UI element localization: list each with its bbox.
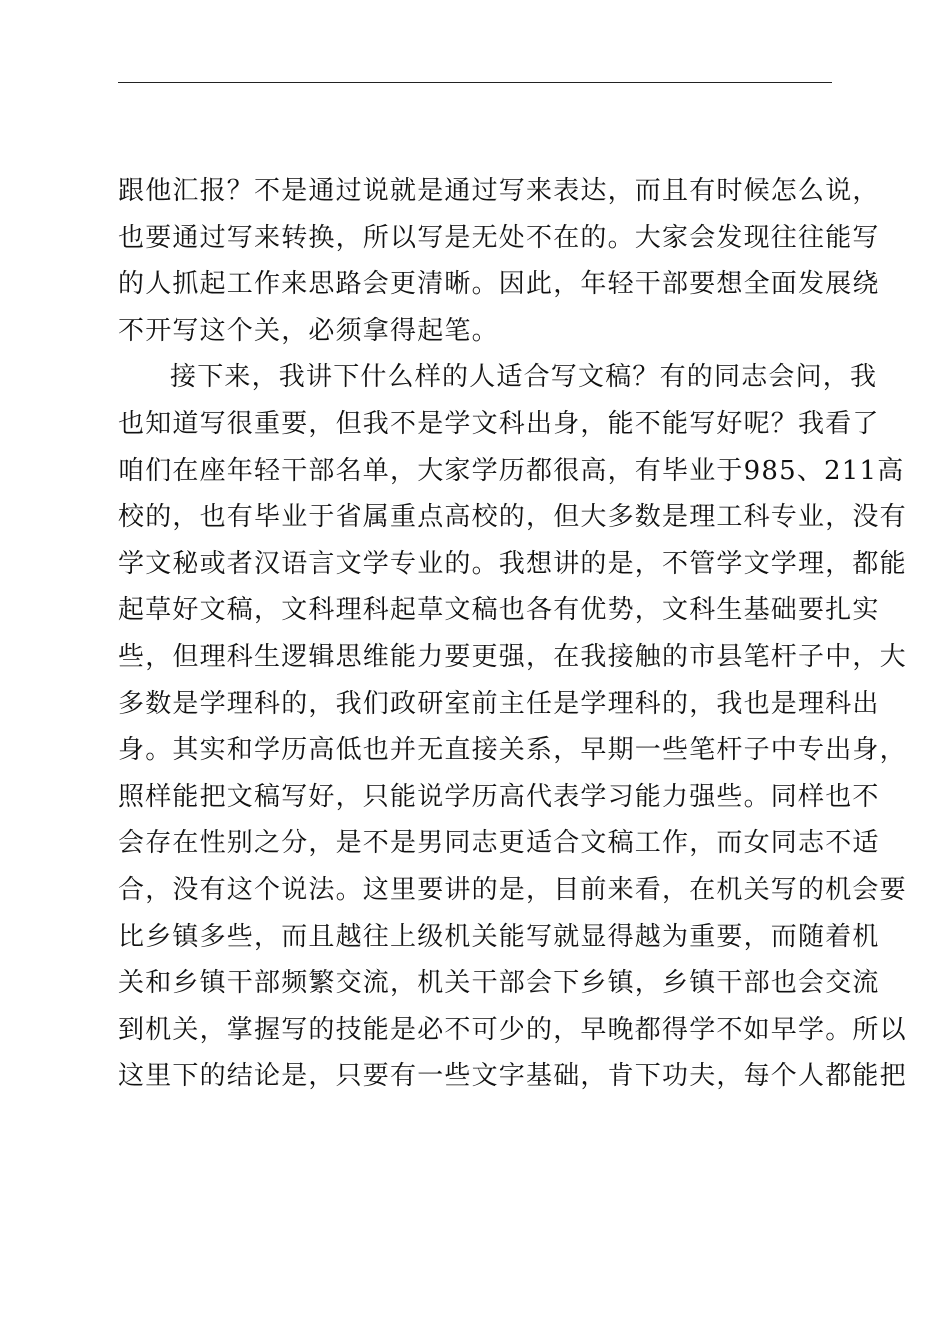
text-line: 的人抓起工作来思路会更清晰。因此，年轻干部要想全面发展绕 — [118, 269, 880, 300]
header-rule — [118, 82, 832, 83]
text-line: 接下来，我讲下什么样的人适合写文稿？有的同志会问，我 — [170, 362, 878, 393]
paragraph-1 — [118, 168, 880, 354]
text-line: 身。其实和学历高低也并无直接关系，早期一些笔杆子中专出身， — [118, 735, 907, 766]
text-line: 跟他汇报？不是通过说就是通过写来表达，而且有时候怎么说， — [118, 176, 880, 206]
text-line: 校的，也有毕业于省属重点高校的，但大多数是理工科专业，没有 — [118, 502, 907, 533]
text-line: 学文秘或者汉语言文学专业的。我想讲的是，不管学文学理，都能 — [118, 548, 907, 579]
text-line: 多数是学理科的，我们政研室前主任是学理科的，我也是理科出 — [118, 688, 880, 719]
text-line: 关和乡镇干部频繁交流，机关干部会下乡镇，乡镇干部也会交流 — [118, 968, 880, 999]
text-line: 会存在性别之分，是不是男同志更适合文稿工作，而女同志不适 — [118, 828, 880, 859]
document-body — [118, 168, 907, 1100]
text-line: 些，但理科生逻辑思维能力要更强，在我接触的市县笔杆子中，大 — [118, 641, 907, 672]
text-line: 也知道写很重要，但我不是学文科出身，能不能写好呢？我看了 — [118, 408, 880, 439]
text-line: 起草好文稿，文科理科起草文稿也各有优势，文科生基础要扎实 — [118, 595, 880, 626]
text-line: 这里下的结论是，只要有一些文字基础，肯下功夫，每个人都能把 — [118, 1061, 907, 1092]
text-line: 也要通过写来转换，所以写是无处不在的。大家会发现往往能写 — [118, 222, 880, 253]
text-line: 不开写这个关，必须拿得起笔。 — [118, 315, 499, 346]
text-line: 到机关，掌握写的技能是必不可少的，早晚都得学不如早学。所以 — [118, 1014, 907, 1045]
text-line: 照样能把文稿写好，只能说学历高代表学习能力强些。同样也不 — [118, 781, 880, 812]
paragraph-2 — [118, 354, 907, 1100]
text-line: 合，没有这个说法。这里要讲的是，目前来看，在机关写的机会要 — [118, 874, 907, 905]
text-line: 比乡镇多些，而且越往上级机关能写就显得越为重要，而随着机 — [118, 921, 880, 952]
text-line: 咱们在座年轻干部名单，大家学历都很高，有毕业于985、211高 — [118, 455, 905, 486]
